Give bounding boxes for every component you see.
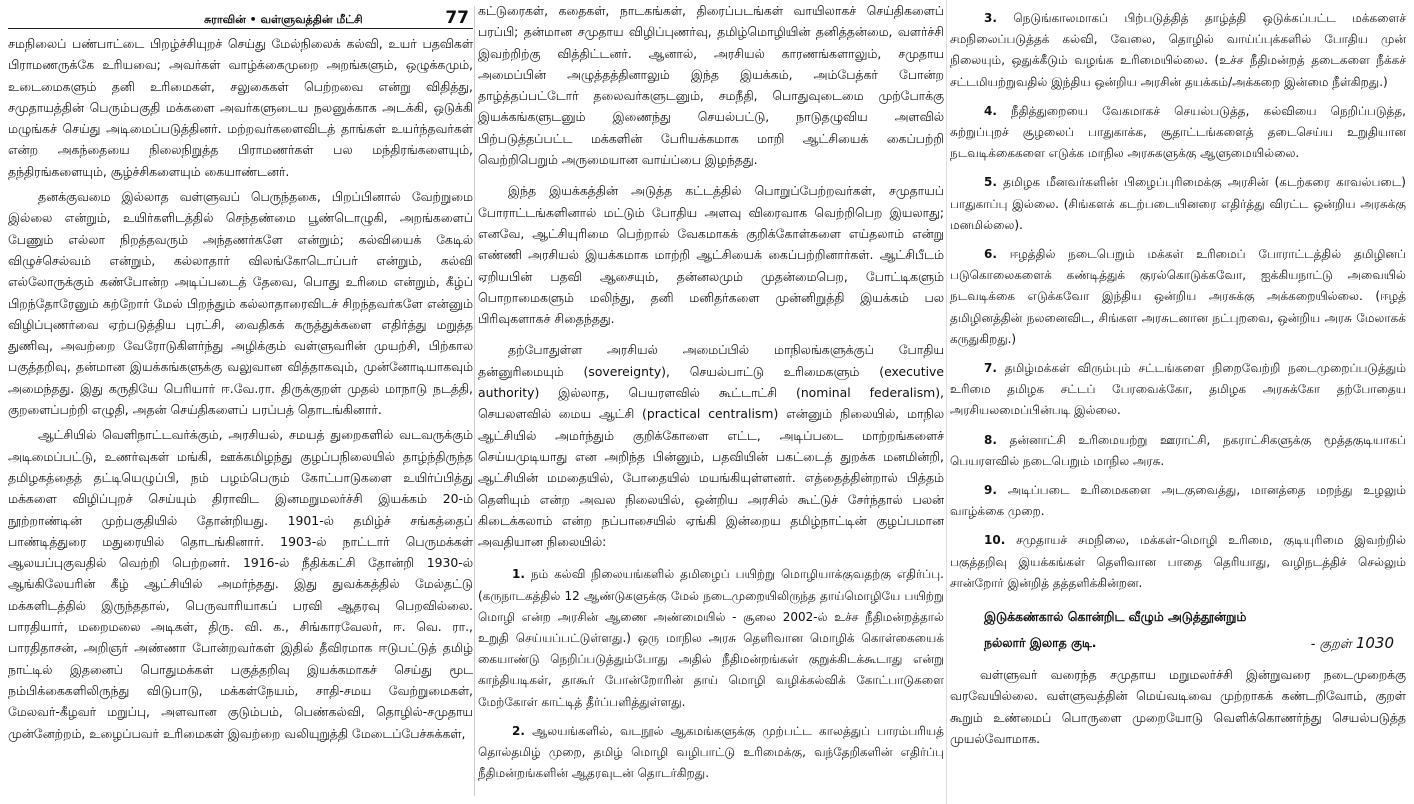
point-text: ஈழத்தில் நடைபெறும் மக்கள் உரிமைப் போராட்டத்தில் தமிழினப் படுகொலைகளைக் கண்டித்துக் குரல்கொடுக்கவோ, ஐக்கியநாட்டு அவையில் நடவடிக்கை எடுக்கவோ இந்திய ஒன்றிய அரசுக்கு அக்கறையில்லை. (ஈழத் தமிழினத்தின் நலனைவிட, சிங்கள அரசுடனான நட்புறவை, ஒன்றிய அரசு மேலாகக் கருதுகிறது.) <box>950 247 1406 346</box>
point-text: தன்னாட்சி உரிமையற்று ஊராட்சி, நகராட்சிகளுக்கு மூத்தகுடியாகப் பெயரளவில் நடைபெறும் மாநில அரசு. <box>950 432 1406 468</box>
numbered-point <box>950 172 1406 236</box>
numbered-point <box>950 244 1406 350</box>
point-text: ஆலயங்களில், வடநூல் ஆகமங்களுக்கு முற்பட்ட காலத்துப் பாரம்பரியத் தொல்தமிழ் முறை, தமிழ் மொழி வழிபாட்டு உரிமைக்கு, வந்தேறிகளின் எதிர்ப்பு நீதிமன்றங்களின் ஆதரவுடன் தொடர்கிறது. <box>478 723 944 781</box>
paragraph: தனக்குவமை இல்லாத வள்ளுவப் பெருந்தகை, பிறப்பினால் வேற்றுமை இல்லை என்றும், உயிர்களிடத்தில் செந்தண்மை பூண்டொழுகி, அறங்களைப் பேணும் எல்லா நிறத்தவரும் அந்தணர்களே என்றும்; கல்வியைக் கேடில் விழுச்செல்வம் என்றும், கல்லாதார் விலங்கோடொப்பர் என்றும், கல்வி எல்லோருக்கும் கண்போன்ற அடிப்படைத் தேவை, பொது உரிமை என்றும், கீழ்ப் பிறந்தோரேனும் கற்றோர் மேல் பிறந்தும் கல்லாதாரைவிடச் சிறந்தவர்களே என்னும் விழிப்புணர்வை ஏற்படுத்திய புரட்சி, வைதிகக் கருத்துக்களை எதிர்த்து மறுத்த துணிவு, அவற்றை வேரோடுகிளர்ந்து அழிக்கும் வள்ளுவரின் முயற்சி, பிற்கால பகுத்தறிவு, தன்மான இயக்கங்களுக்கு வலுவான வித்தாகவும், முன்னோடியாகவும் அமைந்தது. இது கருதியே பெரியார் ஈ.வே.ரா. திருக்குறள் முதல் மாநாடு நடத்தி, குறளைப்பற்றி எழுதி, அதன் செய்திகளைப் பரப்பத் தொடங்கினார். <box>8 189 473 418</box>
point-text: தமிழக மீனவர்களின் பிழைப்புரிமைக்கு அரசின் (கடற்கரை காவல்படை) பாதுகாப்பு இல்லை. (சிங்களக் கடற்படையினரை எதிர்த்து விரட்ட ஒன்றிய அரசுக்கு மனமில்லை). <box>950 175 1406 232</box>
running-title: சுராவின் • வள்ளுவத்தின் மீட்சி <box>204 13 363 26</box>
point-text: சமுதாயச் சமநிலை, மக்கள்-மொழி உரிமை, குடியுரிமை இவற்றில் பகுத்தறிவு இயக்கங்கள் தெளிவான பாதை தெரியாது, வழிநடத்திச் செல்லும் சான்றோர் இன்றித் தத்தளிக்கின்றன. <box>950 533 1406 590</box>
middle-column <box>478 0 944 804</box>
numbered-point <box>950 430 1406 472</box>
numbered-point <box>950 8 1406 93</box>
right-column <box>950 0 1406 804</box>
point-text: நெடுங்காலமாகப் பிற்படுத்தித் தாழ்த்தி ஒடுக்கப்பட்ட மக்களைச் சமநிலைப்படுத்தக் கல்வி, வேலை, தொழில் வாய்ப்புக்களில் போதிய முன் நிலையும், ஒதுக்கீடும் வழங்க உரிமையில்லை. (உச்ச நீதிமன்றத் தடைகளை நீக்கச் சட்டமியற்றுவதில் இந்திய ஒன்றிய அரசின் தயக்கம்/அக்கறை இன்மை நீள்கிறது.) <box>950 11 1406 89</box>
page-number: 77 <box>445 8 469 28</box>
point-number: 8. <box>984 432 997 447</box>
numbered-point <box>950 480 1406 522</box>
paragraph: சமநிலைப் பண்பாட்டை பிறழ்ச்சியுறச் செய்து மேல்நிலைக் கல்வி, உயர் பதவிகள் பிராமணருக்கே உரியவை; அவர்கள் வாழ்க்கைமுறை அறங்களும், ஒழுக்கமும், உடைமைகளும் தனி உரிமைகள், சலுகைகள் பெற்றவை என்று விதித்து, சமுதாயத்தின் பெரும்பகுதி மக்களை அவர்களுடைய நலனுக்காக அடக்கி, ஒடுக்கி மழுங்கச் செய்து அடிமைப்படுத்தினர். மற்றவர்களைவிடத் தாங்கள் உயர்ந்தவர்கள் என்ற அகந்தையை நிலைநிறுத்த பிராமணர்கள் பல மந்திரங்களையும், தந்திரங்களையும், சூழ்ச்சிகளையும் கையாண்டனர். <box>8 36 473 179</box>
numbered-point <box>950 101 1406 165</box>
point-text: தமிழ்மக்கள் விரும்பும் சட்டங்களை நிறைவேற்றி நடைமுறைப்படுத்தும் உரிமை தமிழக சட்டப் பேரவைக்கோ, தமிழக அரசுக்கோ தற்போதைய அரசியலமைப்பின்படி இல்லை. <box>950 361 1406 418</box>
paragraph: கட்டுரைகள், கதைகள், நாடகங்கள், திரைப்படங்கள் வாயிலாகச் செய்திகளைப் பரப்பி; தன்மான சமுதாய விழிப்புணர்வு, தமிழ்மொழியின் தனித்தன்மை, வளர்ச்சி இவற்றிற்கு வித்திட்டனர். ஆனால், அரசியல் காரணங்களாலும், சமுதாய அமைப்பின் அழுத்தத்தினாலும் இந்த இயக்கம், அம்பேத்கர் போன்ற தாழ்த்தப்பட்டோர் தலைவர்களுடனும், சமநீதி, பொதுவுடைமை முற்போக்கு இயக்கங்களுடனும் இணைந்து செயல்பட்டு, நாடுதழுவிய அளவில் பிற்படுத்தப்பட்ட மக்களின் பேரியக்கமாக மாறி ஆட்சியைக் கைப்பற்றி வெற்றிபெறும் அருமையான வாய்ப்பை இழந்தது. <box>478 3 944 168</box>
kural-line-1: இடுக்கண்கால் கொன்றிட வீழும் அடுத்தூன்றும் <box>984 609 1247 625</box>
point-text: அடிப்படை உரிமைகளை அடகுவைத்து, மானத்தை மறந்து உழலும் வாழ்க்கை முறை. <box>950 483 1406 519</box>
kural-quote <box>984 604 1406 658</box>
point-number: 1. <box>512 567 525 582</box>
numbered-point <box>478 564 944 712</box>
left-column <box>8 0 473 804</box>
point-text: நீதித்துறையை வேகமாகச் செயல்படுத்த, கல்வியை நெறிப்படுத்த, சுற்றுப்புறச் சூழலைப் பாதுகாக்க, சூதாட்டங்களைத் தடைசெய்ய உறுதியான நடவடிக்கைகளை எடுக்க மாநில அரசுகளுக்கு ஆளுமையில்லை. <box>950 103 1406 161</box>
numbered-point <box>950 530 1406 594</box>
column-divider <box>946 0 947 804</box>
point-text: நம் கல்வி நிலையங்களில் தமிழைப் பயிற்று மொழியாக்குவதற்கு எதிர்ப்பு. (கருநாடகத்தில் 12 ஆண்டுகளுக்கு மேல் நடைமுறையிலிருந்த தாய்மொழியே பயிற்று மொழி என்ற அரசின் ஆணை அண்மையில் - சூலை 2002-ல் உச்ச நீதிமன்றத்தால் உறுதி செய்யப்பட்டுள்ளது.) ஒரு மாநில அரசு தெளிவான மொழிக் கொள்கையைக் கையாண்டு நெறிப்படுத்தும்போது அதில் நீதிமன்றங்கள் குறுக்கிடக்கூடாது என்று காந்தியடிகள், தாகூர் போன்றோரின் தாய் மொழி வழிக்கல்விக் கோட்பாடுகளை மேற்கோள் காட்டித் தீர்ப்பளித்துள்ளது. <box>478 567 944 709</box>
point-number: 2. <box>512 723 525 738</box>
paragraph: ஆட்சியில் வெளிநாட்டவர்க்கும், அரசியல், சமயத் துறைகளில் வடவருக்கும் அடிமைப்பட்டு, உணர்வுகள் மங்கி, ஊக்கமிழந்து குழப்பநிலையில் தாழ்ந்திருந்த தமிழகத்தைத் தட்டியெழுப்பி, நம் பழம்பெரும் கோட்பாடுகளை உயிர்ப்பித்து மக்களை விழிப்புறச் செய்யும் திராவிட இனமறுமலர்ச்சி இயக்கம் 20-ம் நூற்றாண்டின் முற்பகுதியில் தோன்றியது. 1901-ல் தமிழ்ச் சங்கத்தைப் பாண்டித்துரை மதுரையில் தொடங்கினார். 1903-ல் நாட்டார் பெருமக்கள் ஆலயப்புகுவதில் வெற்றி பெற்றனர். 1916-ல் நீதிக்கட்சி தோன்றி 1930-ல் ஆங்கிலேயரின் கீழ் ஆட்சியில் அமர்ந்தது. இது துவக்கத்தில் மேல்தட்டு மக்களிடத்தில் இருந்ததால், பெருவாரியாகப் பரவி ஆதரவு பெறவில்லை. பாரதியார், மறைமலை அடிகள், திரு. வி. க., சிங்காரவேலர், ஈ. வெ. ரா., பாரதிதாசன், அறிஞர் அண்ணா போன்றவர்கள் இதில் தீவிரமாக ஈடுபட்டுத் தமிழ் நாட்டில் இதனைப் பொதுமக்கள் பகுத்தறிவு இயக்கமாகச் செய்து மூட நம்பிக்கைகளிலிருந்து விடுபாடு, மக்கள்நேயம், சாதி-சமய வேற்றுமைகள், மேலவர்-கீழவர் மறுப்பு, அளவான குடும்பம், பெண்கல்வி, தொழில்-சமுதாய முன்னேற்றம், உழைப்பவர் உரிமைகள் இவற்றை வலியுறுத்தி மேடைப்பேச்சுக்கள், <box>8 427 473 741</box>
point-number: 3. <box>984 11 997 25</box>
point-number: 7. <box>984 361 997 376</box>
paragraph: இந்த இயக்கத்தின் அடுத்த கட்டத்தில் பொறுப்பேற்றவர்கள், சமுதாயப் போராட்டங்களினால் மட்டும் போதிய அளவு விரைவாக வெற்றிபெற இயலாது; எனவே, ஆட்சியுரிமை பெற்றால் வேகமாகக் குறிக்கோள்களை எய்தலாம் என்று எண்ணி அரசியல் இயக்கமாக மாற்றி ஆட்சியைக் கைப்பற்றினார்கள். ஆட்சிபீடம் ஏறியபின் பதவி ஆசையும், தன்னலமும் முதன்மைபெற, போட்டிகளும் பொறாமைகளும் மலிந்து, தனி மனிதர்களை முன்னிறுத்தி இயக்கம் பல பிரிவுகளாகச் சிதைந்தது. <box>478 183 944 327</box>
numbered-point <box>950 358 1406 422</box>
column-divider <box>474 6 475 796</box>
point-number: 9. <box>984 483 997 498</box>
paragraph: தற்போதுள்ள அரசியல் அமைப்பில் மாநிலங்களுக்குப் போதிய தன்னுரிமையும் (sovereignty), செயல்பாட்டு உரிமைகளும் (executive authority) இல்லாத, பெயரளவில் கூட்டாட்சி (nominal federalism), செயலளவில் மைய ஆட்சி (practical centralism) என்னும் நிலையில், மாநில ஆட்சியில் அமர்ந்தும் குறிக்கோளை எட்ட, அடிப்படை மாற்றங்களைச் செய்யமுடியாது என அறிந்த பின்னும், பதவியின் பகட்டைத் துறக்க மனமின்றி, ஆட்சியின் மமதையில், போதையில் மயங்கியுள்ளனர். எத்தைத்தின்றால் பித்தம் தெளியும் என்ற அவல நிலையில், ஒன்றிய அரசில் கூட்டுச் சேர்ந்தால் பலன் கிடைக்கலாம் என்ற நப்பாசையில் ஏங்கி இன்றைய தமிழ்நாட்டின் குழப்பமான அவதியான நிலையில்: <box>478 342 944 550</box>
kural-ref-label: - குறள் <box>1310 637 1352 653</box>
point-number: 6. <box>984 247 997 262</box>
kural-line-2: நல்லார் இலாத குடி. <box>984 635 1097 651</box>
kural-reference <box>1311 630 1394 658</box>
point-number: 10. <box>984 533 1006 548</box>
point-number: 4. <box>984 103 997 118</box>
closing-paragraph: வள்ளுவர் வரைந்த சமுதாய மறுமலர்ச்சி இன்றுவரை நடைமுறைக்கு வரவேயில்லை. வள்ளுவத்தின் மெய்வடிவை முற்றாகக் கண்டறிவோம், குறள் கூறும் உண்மைப் பொருளை முறையோடு வெளிக்கொணர்ந்து செயல்படுத்த முயல்வோமாக. <box>950 667 1406 746</box>
numbered-point <box>478 721 944 785</box>
running-header <box>8 0 473 29</box>
point-number: 5. <box>984 175 997 190</box>
kural-ref-number: 1030 <box>1355 634 1394 653</box>
